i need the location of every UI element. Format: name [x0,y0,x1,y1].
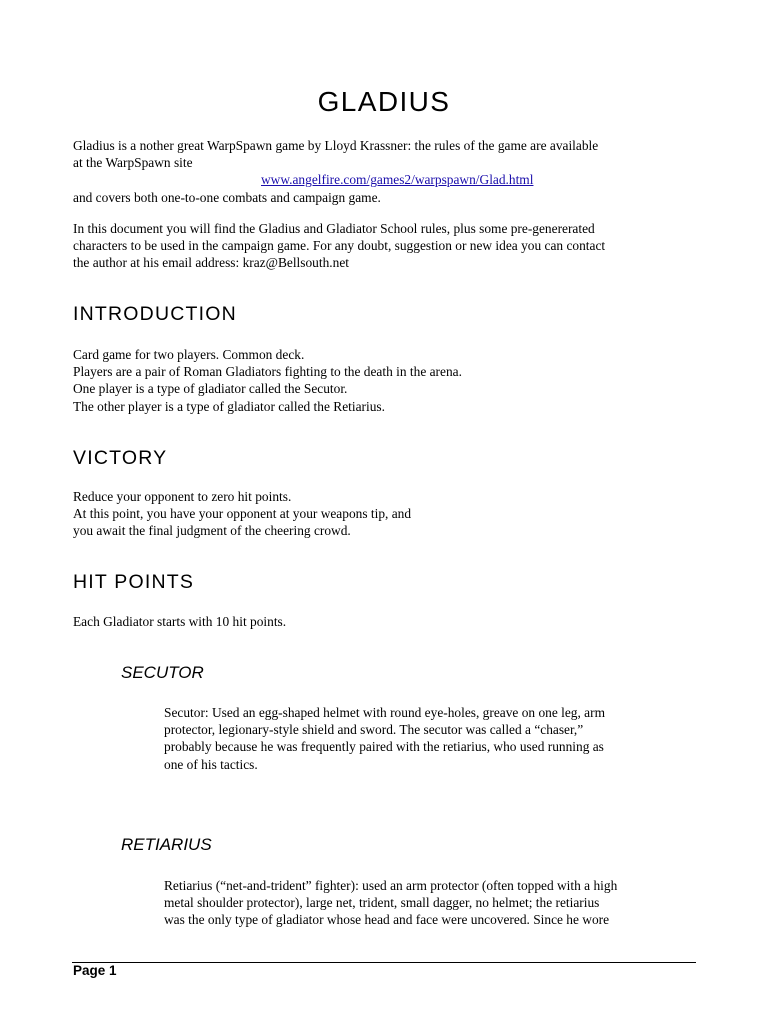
hit-points-paragraph [73,613,693,630]
text-line: protector, legionary-style shield and sword. The secutor was called a “chaser,” [164,722,584,738]
heading-victory: VICTORY [73,447,168,469]
text-line: probably because he was frequently paired with the retiarius, who used running as [164,739,604,755]
victory-paragraph [73,488,693,540]
footer-divider [72,962,696,963]
text-line: Reduce your opponent to zero hit points. [73,489,292,504]
intro-line: and covers both one-to-one combats and campaign game. [73,189,381,205]
heading-hit-points: HIT POINTS [73,571,195,593]
intro-line: at the WarpSpawn site [73,155,193,171]
secutor-paragraph [164,704,674,773]
heading-retiarius: RETIARIUS [121,835,212,854]
text-line: Players are a pair of Roman Gladiators fighting to the death in the arena. [73,364,462,380]
intro-line: In this document you will find the Gladius and Gladiator School rules, plus some pre-genererated [73,221,595,236]
heading-secutor: SECUTOR [121,663,204,682]
retiarius-paragraph [164,877,674,929]
text-line: The other player is a type of gladiator called the Retiarius. [73,398,385,414]
text-line: one of his tactics. [164,756,258,772]
intro-line: the author at his email address: kraz@Bellsouth.net [73,255,349,271]
text-line: Card game for two players. Common deck. [73,347,305,362]
introduction-paragraph [73,346,693,415]
link-line [73,171,693,188]
text-line: metal shoulder protector), large net, trident, small dagger, no helmet; the retiarius [164,895,600,911]
text-line: At this point, you have your opponent at your weapons tip, and [73,506,412,522]
text-line: you await the final judgment of the cheering crowd. [73,523,351,539]
intro-paragraph [73,137,693,206]
text-line: Each Gladiator starts with 10 hit points. [73,614,287,629]
text-line: Retiarius (“net-and-trident” fighter): used an arm protector (often topped with a high [164,878,618,893]
text-line: was the only type of gladiator whose head and face were uncovered. Since he wore [164,912,610,928]
page-number: Page 1 [73,963,117,978]
text-line: One player is a type of gladiator called the Secutor. [73,381,348,397]
intro-line: characters to be used in the campaign game. For any doubt, suggestion or new idea you can contact [73,238,606,254]
intro-paragraph-2 [73,220,693,272]
page-title: GLADIUS [317,86,451,117]
text-line: Secutor: Used an egg-shaped helmet with round eye-holes, greave on one leg, arm [164,705,606,720]
heading-introduction: INTRODUCTION [73,303,237,325]
intro-line: Gladius is a nother great WarpSpawn game by Lloyd Krassner: the rules of the game are available [73,138,599,153]
warpspawn-link[interactable]: www.angelfire.com/games2/warpspawn/Glad.html [261,172,534,188]
